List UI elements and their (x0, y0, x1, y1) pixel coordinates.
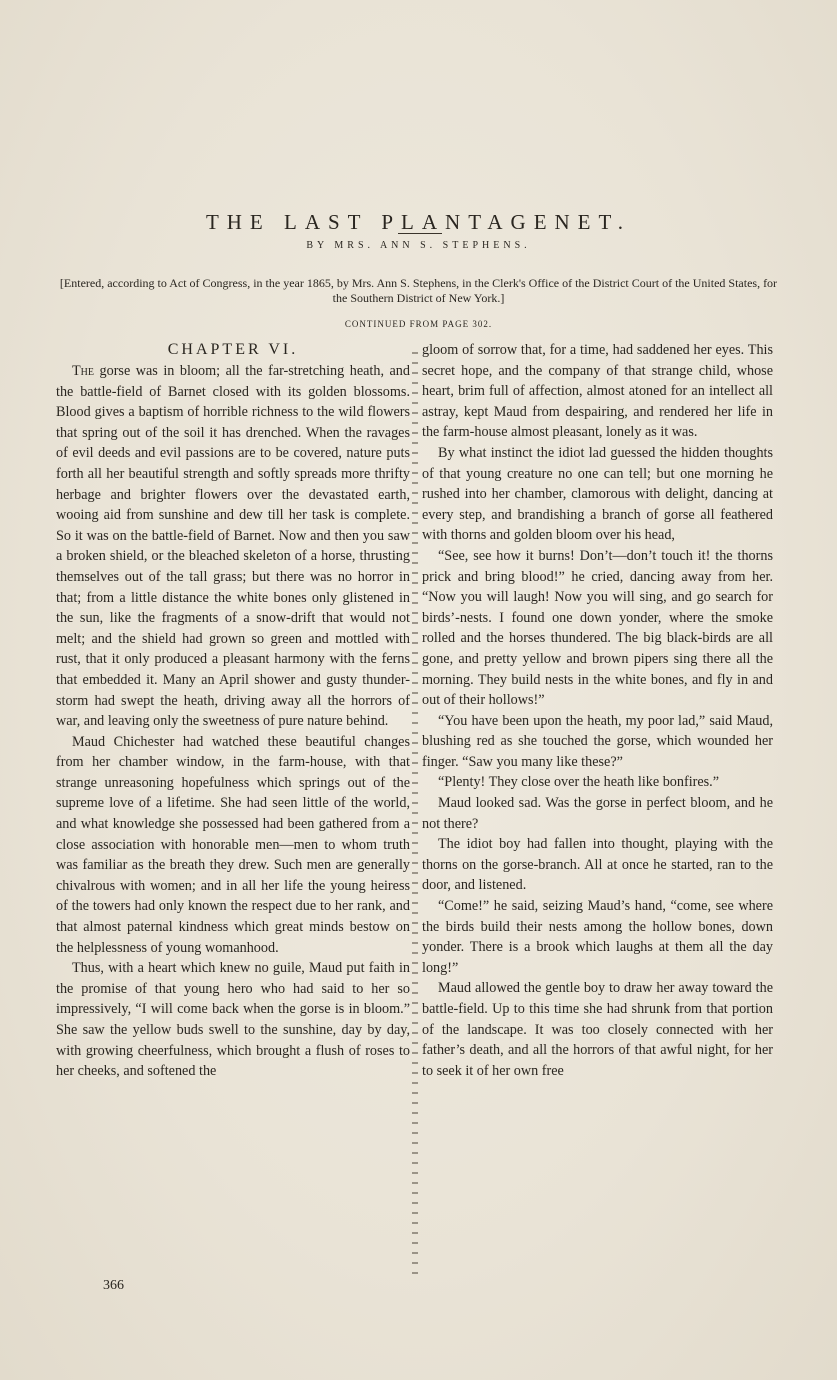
paragraph: “See, see how it burns! Don’t—don’t touch it! the thorns prick and bring blood!” he cried, dancing away from her. “Now you will laugh! Now you will sing, and go search for birds’-nests. I found one down yonder, where the smoke rolled and the horses thundered. The big black-birds are all gone, and pretty yellow and brown pipers sing there all the morning. They build nests in the white bones, and fly in and out of their hollows!” (422, 547, 773, 709)
paragraph: The idiot boy had fallen into thought, playing with the thorns on the gorse-branch. All at once he started, ran to the door, and listened. (422, 836, 773, 894)
paragraph: Maud Chichester had watched these beautiful changes from her chamber window, in the farm-house, with that strange unreasoning hopefulness which springs out of the supreme love of a lifetime. She had seen little of the world, and what knowledge she possessed had been gathered from a close association with honorable men—men to whom truth was familiar as the breath they drew. Such men are generally chivalrous with women; and in all her life the young heiress of the towers had only known the respect due to her rank, and that almost paternal kindness which great minds bestow on the helplessness of young womanhood. (56, 733, 410, 956)
chapter-heading: CHAPTER VI. (167, 341, 299, 358)
paragraph: By what instinct the idiot lad guessed the hidden thoughts of that young creature no one can tell; but one morning he rushed into her chamber, clamorous with delight, dancing at every step, and brandishing a branch of gorse all feathered with thorns and golden bloom over his head, (422, 444, 773, 544)
left-column (56, 340, 410, 1082)
paragraph: Maud looked sad. Was the gorse in perfect bloom, and he not there? (422, 795, 773, 832)
opening-paragraph-text: gorse was in bloom; all the far-stretching heath, and the battle-field of Barnet closed with its golden blossoms. Blood gives a baptism of horrible richness to the wild flowers that spring out of the soil it has drenched. When the ravages of evil deeds and evil passions are to be covered, nature puts forth all her beautiful strength and softly spreads more thrifty herbage and brighter flowers over the devastated earth, wooing aid from sunshine and dew till her task is complete. So it was on the battle-field of Barnet. Now and then you saw a broken shield, or the bleached skeleton of a horse, thrusting themselves out of the tall grass; but there was no horror in that; from a little distance the white bones only glistened in the sun, like the fragments of a snow-drift that would not melt; and the shield had grown so green and mottled with rust, that it only produced a pleasant harmony with the ferns that embedded it. Many an April shower and gusty thunder-storm had swept the heath, driving away all the horrors of war, and leaving only the sweetness of pure nature behind. (56, 363, 410, 730)
paragraph (56, 361, 410, 732)
paragraph: “You have been upon the heath, my poor lad,” said Maud, blushing red as she touched the gorse, which wounded her finger. “Saw you many like these?” (422, 712, 773, 770)
column-divider (412, 348, 418, 1278)
title-rule (398, 233, 442, 234)
page-number: 366 (103, 1278, 124, 1293)
article-title: THE LAST PLANTAGENET. (205, 210, 632, 235)
author-byline: BY MRS. ANN S. STEPHENS. (306, 240, 531, 251)
paragraph: Maud allowed the gentle boy to draw her away toward the battle-field. Up to this time she had shrunk from that portion of the landscape. It was too closely connected with her father’s death, and all the horrors of that awful night, for her to seek it of her own free (422, 980, 773, 1079)
copyright-notice: [Entered, according to Act of Congress, in the year 1865, by Mrs. Ann S. Stephens, in the Clerk's Office of the District Court of the United States, for the Southern District of New York.] (59, 276, 778, 305)
paragraph: Thus, with a heart which knew no guile, Maud put faith in the promise of that young hero who had said to her so impressively, “I will come back when the gorse is in bloom.” She saw the yellow buds swell to the sunshine, day by day, with growing cheerfulness, which brought a flush of roses to her cheeks, and softened the (56, 960, 410, 1080)
right-column (422, 340, 773, 1081)
paragraph: “Plenty! They close over the heath like bonfires.” (438, 774, 720, 791)
paragraph: “Come!” he said, seizing Maud’s hand, “come, see where the birds build their nests among the hollow bones, down yonder. There is a brook which laughs at them all the day long!” (422, 898, 773, 976)
paragraph-continuation: gloom of sorrow that, for a time, had saddened her eyes. This secret hope, and the company of that strange child, whose heart, brim full of affection, almost atoned for an intellect all astray, kept Maud from despairing, and rendered her life in the farm-house almost pleasant, lonely as it was. (422, 342, 773, 441)
opening-word: The (72, 363, 94, 379)
continued-notice: CONTINUED FROM PAGE 302. (344, 319, 493, 329)
